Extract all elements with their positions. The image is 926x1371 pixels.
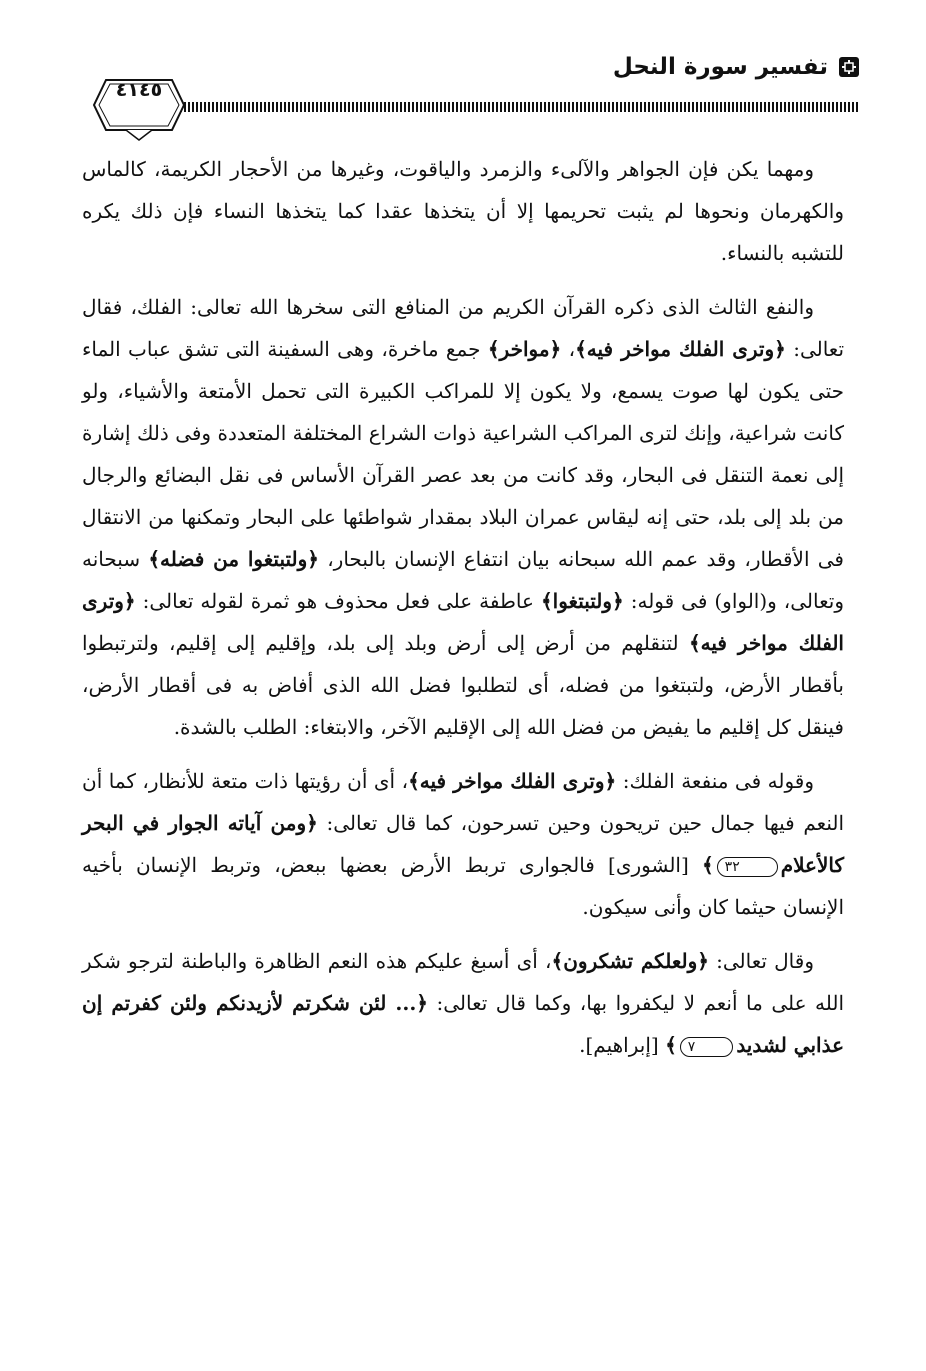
header-rule (172, 102, 860, 112)
paragraph (82, 940, 844, 1066)
quran-quote: ﴿وترى الفلك مواخر فيه﴾ (575, 337, 786, 361)
quran-quote: ﴿ولعلكم تشكرون﴾ (551, 949, 709, 973)
quran-quote: ﴿ولتبتغوا﴾ (540, 589, 624, 613)
paragraph (82, 760, 844, 928)
quran-quote: ﴾ (701, 853, 714, 877)
paragraph (82, 286, 844, 748)
text-run: ، أى أن رؤيتها ذات متعة للأنظار، كما أن النعم فيها جمال حين تريحون وحين تسرحون، كما قال تعالى: (82, 769, 845, 835)
quran-quote: ﴿وترى الفلك مواخر فيه﴾ (82, 589, 844, 655)
text-run: ، أى أسبغ عليكم هذه النعم الظاهرة والباطنة لترجو شكر الله على ما أنعم لا ليكفروا بها، وكما قال تعالى: (82, 949, 845, 1015)
text-run: والنفع الثالث الذى ذكره القرآن الكريم من المنافع التى سخرها الله تعالى: الفلك، فقال تعالى: (82, 295, 845, 361)
quran-quote: ﴿مواخر﴾ (487, 337, 562, 361)
paragraph-text (82, 760, 844, 928)
body-text (82, 148, 844, 1078)
text-run: سبحانه وتعالى، و(الواو) فى قوله: (82, 547, 844, 613)
paragraph-text (82, 940, 844, 1066)
text-run: [الشورى] فالجوارى تربط الأرض بعضها ببعض، وتربط الإنسان بأخيه الإنسان حيثما كان وأنى سيكون. (82, 853, 844, 919)
page-header (92, 48, 860, 134)
verse-number: ٣٢ (717, 857, 778, 877)
quran-quote: ﴿... لئن شكرتم لأزيدنكم ولئن كفرتم إن عذابي لشديد (82, 991, 844, 1057)
text-run: لتنقلهم من أرض إلى أرض وبلد إلى بلد، وإقليم إلى إقليم، ولترتبطوا بأقطار الأرض، ولتبتغوا من فضله، أى لتطلبوا فضل الله الذى أفاض به فى أقطار الأرض، فينقل كل إقليم ما يفيض من فضل الله إلى الإقليم الآخر، والابتغاء: الطلب بالشدة. (82, 631, 844, 739)
page-number: ٤١٤٥ (115, 79, 163, 101)
text-run: جمع ماخرة، وهى السفينة التى تشق عباب الماء حتى يكون لها صوت يسمع، ولا يكون إلا للمراكب الكبيرة التى تحمل الأمتعة والأشياء، ولو كانت شراعية، وإنك لترى المراكب الشراعية ذوات الشراع المختلفة المتعددة وفى ذلك إشارة إلى نعمة التنقل فى البحار، وقد كانت من بعد عصر القرآن الأساس فى نقل البضائع والرجال من بلد إلى بلد، حتى إنه ليقاس عمران البلاد بمقدار شواطئها على البحار وتمكنها من الانتقال فى الأقطار، وقد عمم الله سبحانه بيان انتفاع الإنسان بالبحار، (82, 337, 844, 571)
text-run: وقوله فى منفعة الفلك: (616, 769, 815, 793)
text-run: ومهما يكن فإن الجواهر والآلىء والزمرد والياقوت، وغيرها من الأحجار الكريمة، كالماس والكهرمان ونحوها لم يثبت تحريمها إلا أن يتخذها عقدا كما يتخذها النساء فإن ذلك يكره للتشبه بالنساء. (82, 157, 845, 265)
running-title (613, 54, 860, 80)
paragraph-text (82, 286, 844, 748)
text-run: [إبراهيم]. (579, 1033, 666, 1057)
quran-quote: ﴾ (665, 1033, 677, 1057)
verse-number: ٧ (680, 1037, 734, 1057)
text-run: وقال تعالى: (708, 949, 814, 973)
text-run: ، (561, 337, 576, 361)
quran-quote: ﴿وترى الفلك مواخر فيه﴾ (408, 769, 617, 793)
ornament-icon (838, 56, 860, 78)
quran-quote: ﴿ولتبتغوا من فضله﴾ (148, 547, 319, 571)
paragraph-text (82, 148, 844, 274)
paragraph (82, 148, 844, 274)
running-title-text: تفسير سورة النحل (612, 54, 828, 80)
quran-quote: ﴿ومن آياته الجوار في البحر كالأعلام (82, 811, 844, 877)
text-run: عاطفة على فعل محذوف هو ثمرة لقوله تعالى: (135, 589, 541, 613)
